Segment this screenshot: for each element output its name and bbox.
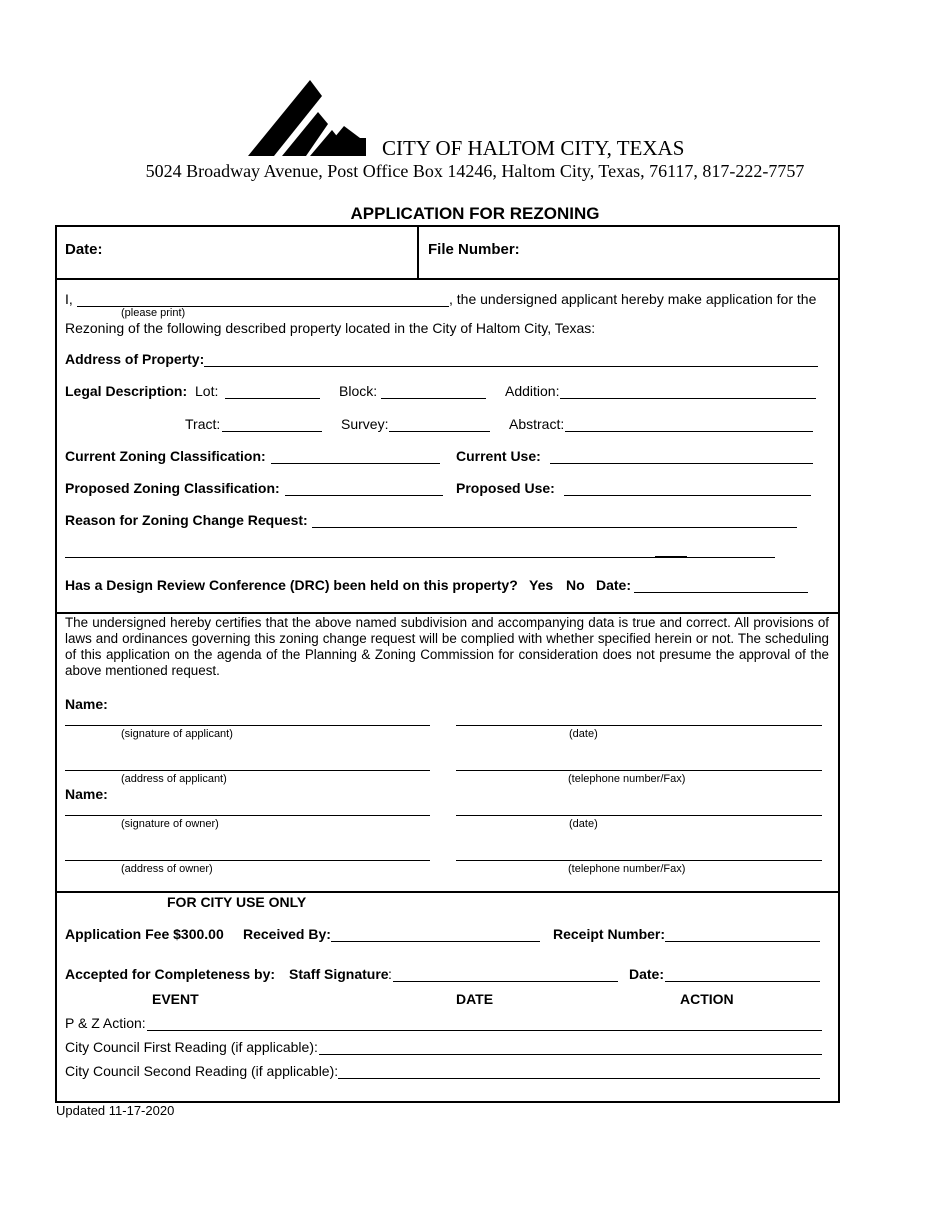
- abstract-field[interactable]: [565, 431, 813, 432]
- section-rule-2: [55, 612, 840, 614]
- applicant-phone-caption: (telephone number/Fax): [568, 773, 686, 785]
- survey-label: Survey:: [341, 416, 389, 432]
- signature-of-applicant-caption: (signature of applicant): [121, 728, 233, 740]
- owner-date-caption: (date): [569, 818, 598, 830]
- survey-field[interactable]: [389, 431, 490, 432]
- pz-action-label: P & Z Action:: [65, 1015, 146, 1031]
- current-zoning-label: Current Zoning Classification:: [65, 448, 266, 464]
- owner-signature-field[interactable]: [65, 815, 430, 816]
- certification-text: The undersigned hereby certifies that the above named subdivision and accompanying data is true and correct. All provisions of laws and ordinances governing this zoning change request will be complied with whether specified herein or not. The scheduling of this application on the agenda of the Planning & Zoning Commission for consideration does not presume the approval of the above mentioned request.: [65, 615, 829, 678]
- accepted-by-label: Accepted for Completeness by:: [65, 966, 276, 982]
- lot-field[interactable]: [225, 398, 320, 399]
- applicant-phone-field[interactable]: [456, 770, 822, 771]
- staff-signature-colon: :: [388, 966, 392, 982]
- accepted-date-label: Date:: [629, 966, 665, 982]
- proposed-zoning-label: Proposed Zoning Classification:: [65, 480, 280, 496]
- receipt-number-label: Receipt Number:: [553, 926, 666, 942]
- tract-label: Tract:: [185, 416, 221, 432]
- staff-signature-field[interactable]: [393, 981, 618, 982]
- pz-action-field[interactable]: [147, 1030, 822, 1031]
- applicant-date-caption: (date): [569, 728, 598, 740]
- tract-field[interactable]: [222, 431, 322, 432]
- reason-field-continued[interactable]: [65, 557, 775, 558]
- file-number-label: File Number:: [428, 241, 520, 258]
- current-use-field[interactable]: [550, 463, 813, 464]
- form-title: APPLICATION FOR REZONING: [350, 204, 600, 223]
- received-by-field[interactable]: [331, 941, 540, 942]
- lot-label: Lot:: [195, 383, 219, 399]
- city-logo-icon: [248, 78, 366, 158]
- section-rule-1: [55, 278, 840, 280]
- signature-of-owner-caption: (signature of owner): [121, 818, 219, 830]
- legal-description-label: Legal Description:: [65, 383, 188, 399]
- drc-date-field[interactable]: [634, 592, 808, 593]
- addition-field[interactable]: [560, 398, 816, 399]
- date-column-header: DATE: [456, 991, 494, 1007]
- current-use-label: Current Use:: [456, 448, 541, 464]
- addition-label: Addition:: [505, 383, 560, 399]
- rezoning-statement: Rezoning of the following described property located in the City of Haltom City, Texas:: [65, 320, 596, 336]
- date-label: Date:: [65, 241, 103, 258]
- please-print-hint: (please print): [121, 307, 186, 319]
- council-second-reading-field[interactable]: [338, 1078, 820, 1079]
- drc-question: Has a Design Review Conference (DRC) been held on this property?: [65, 577, 518, 593]
- section-rule-3: [55, 891, 840, 893]
- owner-date-field[interactable]: [456, 815, 822, 816]
- drc-no-option[interactable]: No: [566, 577, 585, 593]
- accepted-date-field[interactable]: [665, 981, 820, 982]
- reason-field[interactable]: [312, 527, 797, 528]
- proposed-zoning-field[interactable]: [285, 495, 443, 496]
- city-address: 5024 Broadway Avenue, Post Office Box 14246, Haltom City, Texas, 76117, 817-222-7757: [145, 161, 805, 181]
- council-first-reading-label: City Council First Reading (if applicable):: [65, 1039, 318, 1055]
- top-row-divider: [417, 225, 419, 280]
- reason-label: Reason for Zoning Change Request:: [65, 512, 308, 528]
- abstract-label: Abstract:: [509, 416, 565, 432]
- action-column-header: ACTION: [680, 991, 734, 1007]
- proposed-use-field[interactable]: [564, 495, 811, 496]
- city-use-heading: FOR CITY USE ONLY: [167, 894, 307, 910]
- applicant-date-field[interactable]: [456, 725, 822, 726]
- drc-yes-option[interactable]: Yes: [529, 577, 554, 593]
- block-label: Block:: [339, 383, 378, 399]
- city-logo: [248, 78, 366, 158]
- receipt-number-field[interactable]: [665, 941, 820, 942]
- address-of-property-field[interactable]: [204, 366, 818, 367]
- applicant-signature-field[interactable]: [65, 725, 430, 726]
- staff-signature-label: Staff Signature: [289, 966, 389, 982]
- reason-field-accent: [655, 556, 687, 557]
- applicant-address-field[interactable]: [65, 770, 430, 771]
- address-of-applicant-caption: (address of applicant): [121, 773, 227, 785]
- current-zoning-field[interactable]: [271, 463, 440, 464]
- proposed-use-label: Proposed Use:: [456, 480, 555, 496]
- address-of-property-label: Address of Property:: [65, 351, 205, 367]
- applicant-suffix: , the undersigned applicant hereby make application for the: [449, 291, 817, 307]
- council-second-reading-label: City Council Second Reading (if applicable):: [65, 1063, 339, 1079]
- event-column-header: EVENT: [152, 991, 199, 1007]
- address-of-owner-caption: (address of owner): [121, 863, 213, 875]
- updated-date: Updated 11-17-2020: [56, 1103, 175, 1118]
- owner-phone-caption: (telephone number/Fax): [568, 863, 686, 875]
- received-by-label: Received By:: [243, 926, 331, 942]
- owner-phone-field[interactable]: [456, 860, 822, 861]
- applicant-prefix: I,: [65, 291, 73, 307]
- block-field[interactable]: [381, 398, 486, 399]
- application-fee: Application Fee $300.00: [65, 926, 224, 942]
- owner-name-label: Name:: [65, 786, 108, 802]
- applicant-name-label: Name:: [65, 696, 108, 712]
- drc-date-label: Date:: [596, 577, 632, 593]
- city-name: CITY OF HALTOM CITY, TEXAS: [382, 136, 685, 160]
- council-first-reading-field[interactable]: [319, 1054, 822, 1055]
- owner-address-field[interactable]: [65, 860, 430, 861]
